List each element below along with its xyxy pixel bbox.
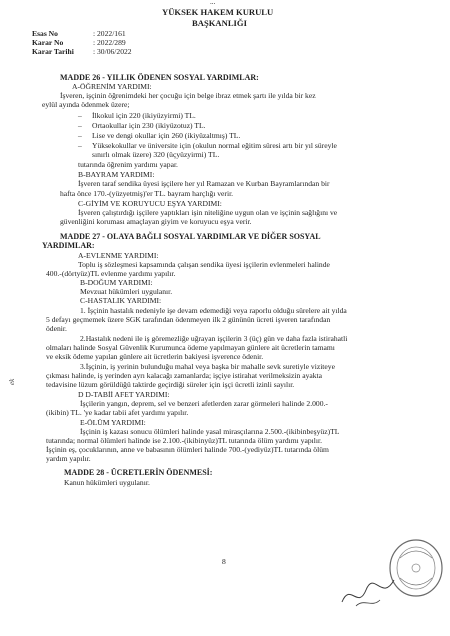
madde-27-e-line3: İşçinin eş, çocuklarının, anne ve babasının ölümleri halinde 700.-(yediyüz)TL tutarında ölüm bbox=[46, 445, 329, 454]
madde-26-c-p2: güvenliğini koruması amaçlayan giyim ve koruyucu eşya verir. bbox=[60, 217, 252, 226]
madde-26-heading: MADDE 26 - YILLIK ÖDENEN SOSYAL YARDIMLAR: bbox=[60, 73, 259, 82]
bullet-dash: – bbox=[78, 141, 82, 150]
madde-26-item-4: Yüksekokullar ve üniversite için (okulun normal eğitim süresi artı bir yıl süreyle bbox=[92, 141, 337, 150]
header-mark: ... bbox=[210, 0, 216, 6]
bullet-dash: – bbox=[78, 111, 82, 120]
bullet-dash: – bbox=[78, 121, 82, 130]
madde-27-c-title: C-HASTALIK YARDIMI: bbox=[80, 296, 162, 305]
madde-27-d-title: D D-TABİİ AFET YARDIMI: bbox=[78, 390, 170, 399]
madde-27-e-line2: tutarında; normal ölümleri halinde ise 2.100.-(ikibinyüz)TL tutarında ölüm yardımı yapılır. bbox=[46, 436, 322, 445]
madde-27-c3-line2: çıkması halinde, iş yerinden ayrı kalacağı zamanlarda; işçiye istirahat verilmeksizin ayakta bbox=[46, 371, 323, 380]
madde-26-a-end: tutarında öğrenim yardımı yapar. bbox=[78, 160, 178, 169]
madde-26-b-title: B-BAYRAM YARDIMI: bbox=[78, 170, 155, 179]
madde-27-c1-line1: 1. İşçinin hastalık nedeniyle işe devam edemediği veya raporlu olduğu sürelere ait yılda bbox=[80, 306, 347, 315]
madde-27-heading-line1: MADDE 27 - OLAYA BAĞLI SOSYAL YARDIMLAR VE DİĞER SOSYAL bbox=[60, 232, 321, 241]
madde-26-item-3: Lise ve dengi okullar için 260 (ikiyüzaltmış) TL. bbox=[92, 131, 241, 140]
madde-27-d-line2: (ikibin) TL. 'ye kadar tabii afet yardımı yapılır. bbox=[46, 408, 189, 417]
madde-27-c2-line3: ve eksik ödeme yapılan günlere ait ücretlerin bakiyesi işverence ödenir. bbox=[46, 352, 264, 361]
madde-28-heading: MADDE 28 - ÜCRETLERİN ÖDENMESİ: bbox=[64, 468, 213, 477]
meta-label-tarih: Karar Tarihi bbox=[32, 47, 74, 56]
madde-27-b-title: B-DOĞUM YARDIMI: bbox=[80, 278, 153, 287]
bullet-dash: – bbox=[78, 131, 82, 140]
madde-27-e-line4: yardım yapılır. bbox=[46, 454, 91, 463]
madde-27-c2-line1: 2.Hastalık nedeni ile iş göremezliğe uğrayan işçilerin 3 (üç) gün ve daha fazla istirahatli bbox=[80, 334, 348, 343]
madde-27-e-line1: İşçinin iş kazası sonucu ölümleri halinde yasal mirasçılarına 2.500.-(ikibinbeşyüz)TL bbox=[80, 427, 340, 436]
madde-27-b-p1: Mevzuat hükümleri uygulanır. bbox=[80, 287, 173, 296]
meta-value-karar: : 2022/289 bbox=[93, 38, 126, 47]
signature-icon bbox=[338, 572, 398, 614]
madde-26-a-p1: İşveren, işçinin öğrenimdeki her çocuğu için belge ibraz etmek şartı ile yılda bir kez bbox=[60, 91, 316, 100]
madde-28-p1: Kanun hükümleri uygulanır. bbox=[64, 478, 150, 487]
madde-27-e-title: E-ÖLÜM YARDIMI: bbox=[80, 418, 146, 427]
madde-26-c-p1: İşveren çalıştırdığı işçilere yaptıkları işin niteliğine uygun olan ve işçinin sağlığını ve bbox=[78, 208, 338, 217]
madde-27-c1-line2: 5 defayı geçmemek üzere SGK tarafından ödenmeyen ilk 2 gününün ücreti işveren tarafından bbox=[46, 315, 331, 324]
institution-subtitle: BAŞKANLIĞI bbox=[192, 18, 247, 28]
institution-title: YÜKSEK HAKEM KURULU bbox=[162, 7, 274, 17]
madde-27-a-p2: 400.-(dörtyüz)TL evlenme yardımı yapılır. bbox=[46, 269, 176, 278]
madde-27-c2-line2: olmaları halinde Sosyal Güvenlik Kurumunca ödeme yapılmayan günlere ait ücretlerin tamamı bbox=[46, 343, 335, 352]
madde-27-c1-line3: ödenir. bbox=[46, 324, 67, 333]
madde-27-c3-line1: 3.İşçinin, iş yerinin bulunduğu mahal veya başka bir mahalle sevk suretiyle viziteye bbox=[80, 362, 335, 371]
madde-26-a-p2: eylül ayında ödenmek üzere; bbox=[42, 100, 130, 109]
madde-27-c3-line3: tedavisine lüzum görüldüğü taktirde geçirdiği süreler için işçi ücretli izinli sayılır. bbox=[46, 380, 295, 389]
meta-label-esas: Esas No bbox=[32, 29, 58, 38]
madde-26-item-1: İlkokul için 220 (ikiyüzyirmi) TL. bbox=[92, 111, 196, 120]
madde-27-d-line1: İşçilerin yangın, deprem, sel ve benzeri afetlerden zarar görmeleri halinde 2.000.- bbox=[80, 399, 328, 408]
madde-26-c-title: C-GİYİM VE KORUYUCU EŞYA YARDIMI: bbox=[78, 199, 222, 208]
madde-26-b-p2: hafta önce 170.-(yüzyetmiş)'er TL. bayram harçlığı verir. bbox=[60, 189, 234, 198]
meta-value-esas: : 2022/161 bbox=[93, 29, 126, 38]
madde-26-item-2: Ortaokullar için 230 (ikiyüzotuz) TL. bbox=[92, 121, 206, 130]
page-number: 8 bbox=[222, 557, 226, 566]
madde-26-b-p1: İşveren taraf sendika üyesi işçilere her yıl Ramazan ve Kurban Bayramlarından bir bbox=[78, 179, 330, 188]
madde-26-a-title: A-ÖĞRENİM YARDIMI: bbox=[72, 82, 152, 91]
madde-27-a-title: A-EVLENME YARDIMI: bbox=[78, 251, 159, 260]
margin-note: ek bbox=[8, 378, 16, 385]
madde-27-a-p1: Toplu iş sözleşmesi kapsamında çalışan sendika üyesi işçilerin evlenmeleri halinde bbox=[78, 260, 330, 269]
meta-label-karar: Karar No bbox=[32, 38, 64, 47]
madde-27-heading-line2: YARDIMLAR: bbox=[42, 241, 95, 250]
madde-26-item-4-cont: sınırlı olmak üzere) 320 (üçyüzyirmi) TL. bbox=[92, 150, 220, 159]
meta-value-tarih: : 30/06/2022 bbox=[93, 47, 132, 56]
